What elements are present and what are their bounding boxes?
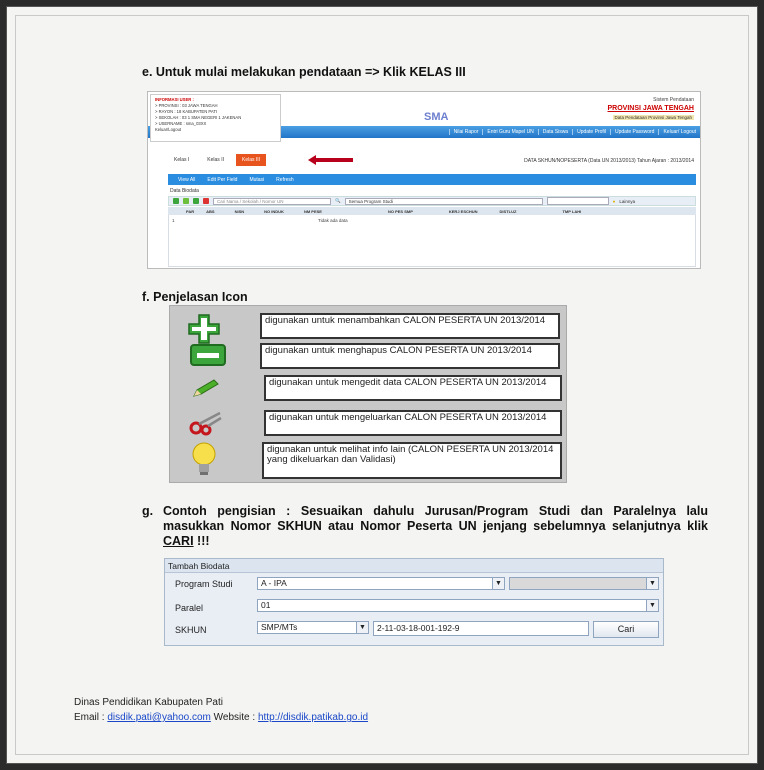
paralel-value: 01 xyxy=(261,600,271,610)
website-link[interactable]: http://disdik.patikab.go.id xyxy=(257,712,369,723)
user-info-box xyxy=(150,94,281,142)
col-header[interactable]: NO INDUK xyxy=(264,208,284,214)
col-header[interactable]: TMP LAHI xyxy=(562,208,582,214)
form-title: Tambah Biodata xyxy=(165,559,663,573)
add-icon[interactable] xyxy=(173,198,179,204)
edit-icon[interactable] xyxy=(183,198,189,204)
cut-icon[interactable] xyxy=(203,198,209,204)
icon-description: digunakan untuk menambahkan CALON PESERTA UN 2013/2014 xyxy=(260,313,560,339)
province-title: PROVINSI JAWA TENGAH xyxy=(607,105,694,112)
logout-link[interactable]: Keluar/Logout xyxy=(155,127,182,132)
cari-button[interactable]: Cari xyxy=(593,621,659,638)
search-icon[interactable]: 🔍 xyxy=(335,198,341,203)
chevron-down-icon[interactable]: ▼ xyxy=(646,578,658,589)
icon-description: digunakan untuk menghapus CALON PESERTA UN 2013/2014 xyxy=(260,343,560,369)
skhun-label: SKHUN xyxy=(175,625,207,635)
app-name: SMA xyxy=(424,111,449,123)
tab-kelas-3[interactable]: Kelas III xyxy=(236,154,266,166)
section-g-text xyxy=(163,504,708,549)
chevron-down-icon[interactable]: ▼ xyxy=(356,622,368,633)
view-all-button[interactable]: View All xyxy=(178,176,196,183)
grid-header xyxy=(168,207,696,215)
tab-kelas-2[interactable]: Kelas II xyxy=(207,157,224,163)
minus-icon xyxy=(190,344,226,366)
lightbulb-icon[interactable]: ● xyxy=(612,198,616,204)
chevron-down-icon[interactable]: ▼ xyxy=(492,578,504,589)
website-label: Website : xyxy=(210,712,258,723)
cari-emphasis: CARI xyxy=(163,534,194,548)
col-header[interactable]: NO PES SMP xyxy=(387,208,413,214)
user-info-line: > USERNAME : sma_03XX xyxy=(155,121,207,126)
section-g-prefix: g. xyxy=(142,504,154,518)
section-e-heading: e. Untuk mulai melakukan pendataan => Klik KELAS III xyxy=(142,65,466,79)
remove-icon[interactable] xyxy=(193,198,199,204)
system-subtitle: Data Pendataan Provinsi Jawa Tengah xyxy=(614,115,692,120)
icon-description: digunakan untuk mengedit data CALON PESERTA UN 2013/2014 xyxy=(264,375,562,401)
user-info-line: > RAYON : 18 KABUPATEN PATI xyxy=(155,109,218,114)
document-page xyxy=(6,6,758,764)
grid-toolbar xyxy=(168,196,696,206)
search-input[interactable]: Cari Nama / Sekolah / Nomor UN xyxy=(213,198,331,205)
row-index: 1 xyxy=(172,218,175,223)
system-title: Sistem Pendataan xyxy=(653,97,694,103)
nav-item[interactable]: Entri Guru Mapel UN xyxy=(482,129,537,135)
icon-legend-panel xyxy=(169,305,567,483)
footer-org: Dinas Pendidikan Kabupaten Pati xyxy=(74,697,223,708)
pencil-icon xyxy=(192,378,220,398)
lainnya-label[interactable]: Lainnya xyxy=(619,198,636,204)
data-grid xyxy=(168,207,696,267)
skhun-input[interactable]: 2-11-03-18-001-192-9 xyxy=(373,621,589,636)
instruction-text: Contoh pengisian : Sesuaikan dahulu Jurusan/Program Studi dan Paralelnya lalu masukkan Nomor SKHUN atau Nomor Peserta UN jenjang sebelumnya selanjutnya klik xyxy=(163,504,708,533)
col-header[interactable]: PAR xyxy=(186,208,195,214)
pointer-arrow xyxy=(313,158,353,162)
refresh-button[interactable]: Refresh xyxy=(276,176,294,183)
col-header[interactable]: NISN xyxy=(234,208,245,214)
email-link[interactable]: disdik.pati@yahoo.com xyxy=(107,712,211,723)
data-biodata-label: Data Biodata xyxy=(170,188,199,194)
footer-contact xyxy=(74,712,368,723)
section-f-heading: f. Penjelasan Icon xyxy=(142,290,248,304)
col-header[interactable]: ABS xyxy=(206,208,215,214)
no-data-text: Tidak ada data xyxy=(318,218,348,223)
paralel-select[interactable] xyxy=(257,599,659,612)
lightbulb-icon xyxy=(190,442,218,478)
nav-item[interactable]: Nilai Rapor xyxy=(449,129,483,135)
action-toolbar xyxy=(168,174,696,185)
mutasi-button[interactable]: Mutasi xyxy=(249,176,265,183)
extra-select[interactable] xyxy=(547,197,609,205)
user-info-line: > PROVINSI : 03 JAWA TENGAH xyxy=(155,103,218,108)
program-studi-value: A - IPA xyxy=(261,578,287,588)
user-info-line: > SEKOLAH : 03 1 SMA NEGERI 1 JAKENAN xyxy=(155,115,242,120)
instruction-suffix: !!! xyxy=(193,534,210,548)
skhun-type-value: SMP/MTs xyxy=(261,622,298,632)
nav-item[interactable]: Keluar/ Logout xyxy=(658,129,700,135)
col-header[interactable]: NM PESE xyxy=(303,208,322,214)
paralel-label: Paralel xyxy=(175,603,204,613)
screenshot-kelas-page xyxy=(147,91,701,269)
col-header[interactable]: KERJ ESCHUN xyxy=(448,208,478,214)
icon-description: digunakan untuk mengeluarkan CALON PESERTA UN 2013/2014 xyxy=(264,410,562,436)
tambah-biodata-form xyxy=(164,558,664,646)
skhun-type-select[interactable] xyxy=(257,621,369,634)
data-info-text: DATA SKHUN/NOPESERTA (Data UN 2013/2013) Tahun Ajaran : 2013/2014 xyxy=(524,158,694,164)
class-tabs xyxy=(168,154,266,166)
tab-kelas-1[interactable]: Kelas I xyxy=(174,157,190,163)
user-info-title: INFORMASI USER : xyxy=(155,97,194,102)
nav-item[interactable]: Data Siswa xyxy=(538,129,572,135)
program-studi-label: Program Studi xyxy=(175,579,233,589)
nav-item[interactable]: Update Password xyxy=(610,129,658,135)
chevron-down-icon[interactable]: ▼ xyxy=(646,600,658,611)
plus-icon xyxy=(188,314,220,344)
program-studi-select[interactable] xyxy=(257,577,505,590)
col-header[interactable]: DISTLUZ xyxy=(499,208,517,214)
scissors-icon xyxy=(188,410,224,436)
icon-description: digunakan untuk melihat info lain (CALON PESERTA UN 2013/2014 yang dikeluarkan dan Validasi) xyxy=(262,442,562,479)
nav-item[interactable]: Update Profil xyxy=(572,129,610,135)
edit-per-field-button[interactable]: Edit Per Field xyxy=(207,176,238,183)
program-select[interactable]: Semua Program Studi xyxy=(345,198,543,205)
jurusan-select[interactable] xyxy=(509,577,659,590)
email-label: Email : xyxy=(74,712,108,723)
